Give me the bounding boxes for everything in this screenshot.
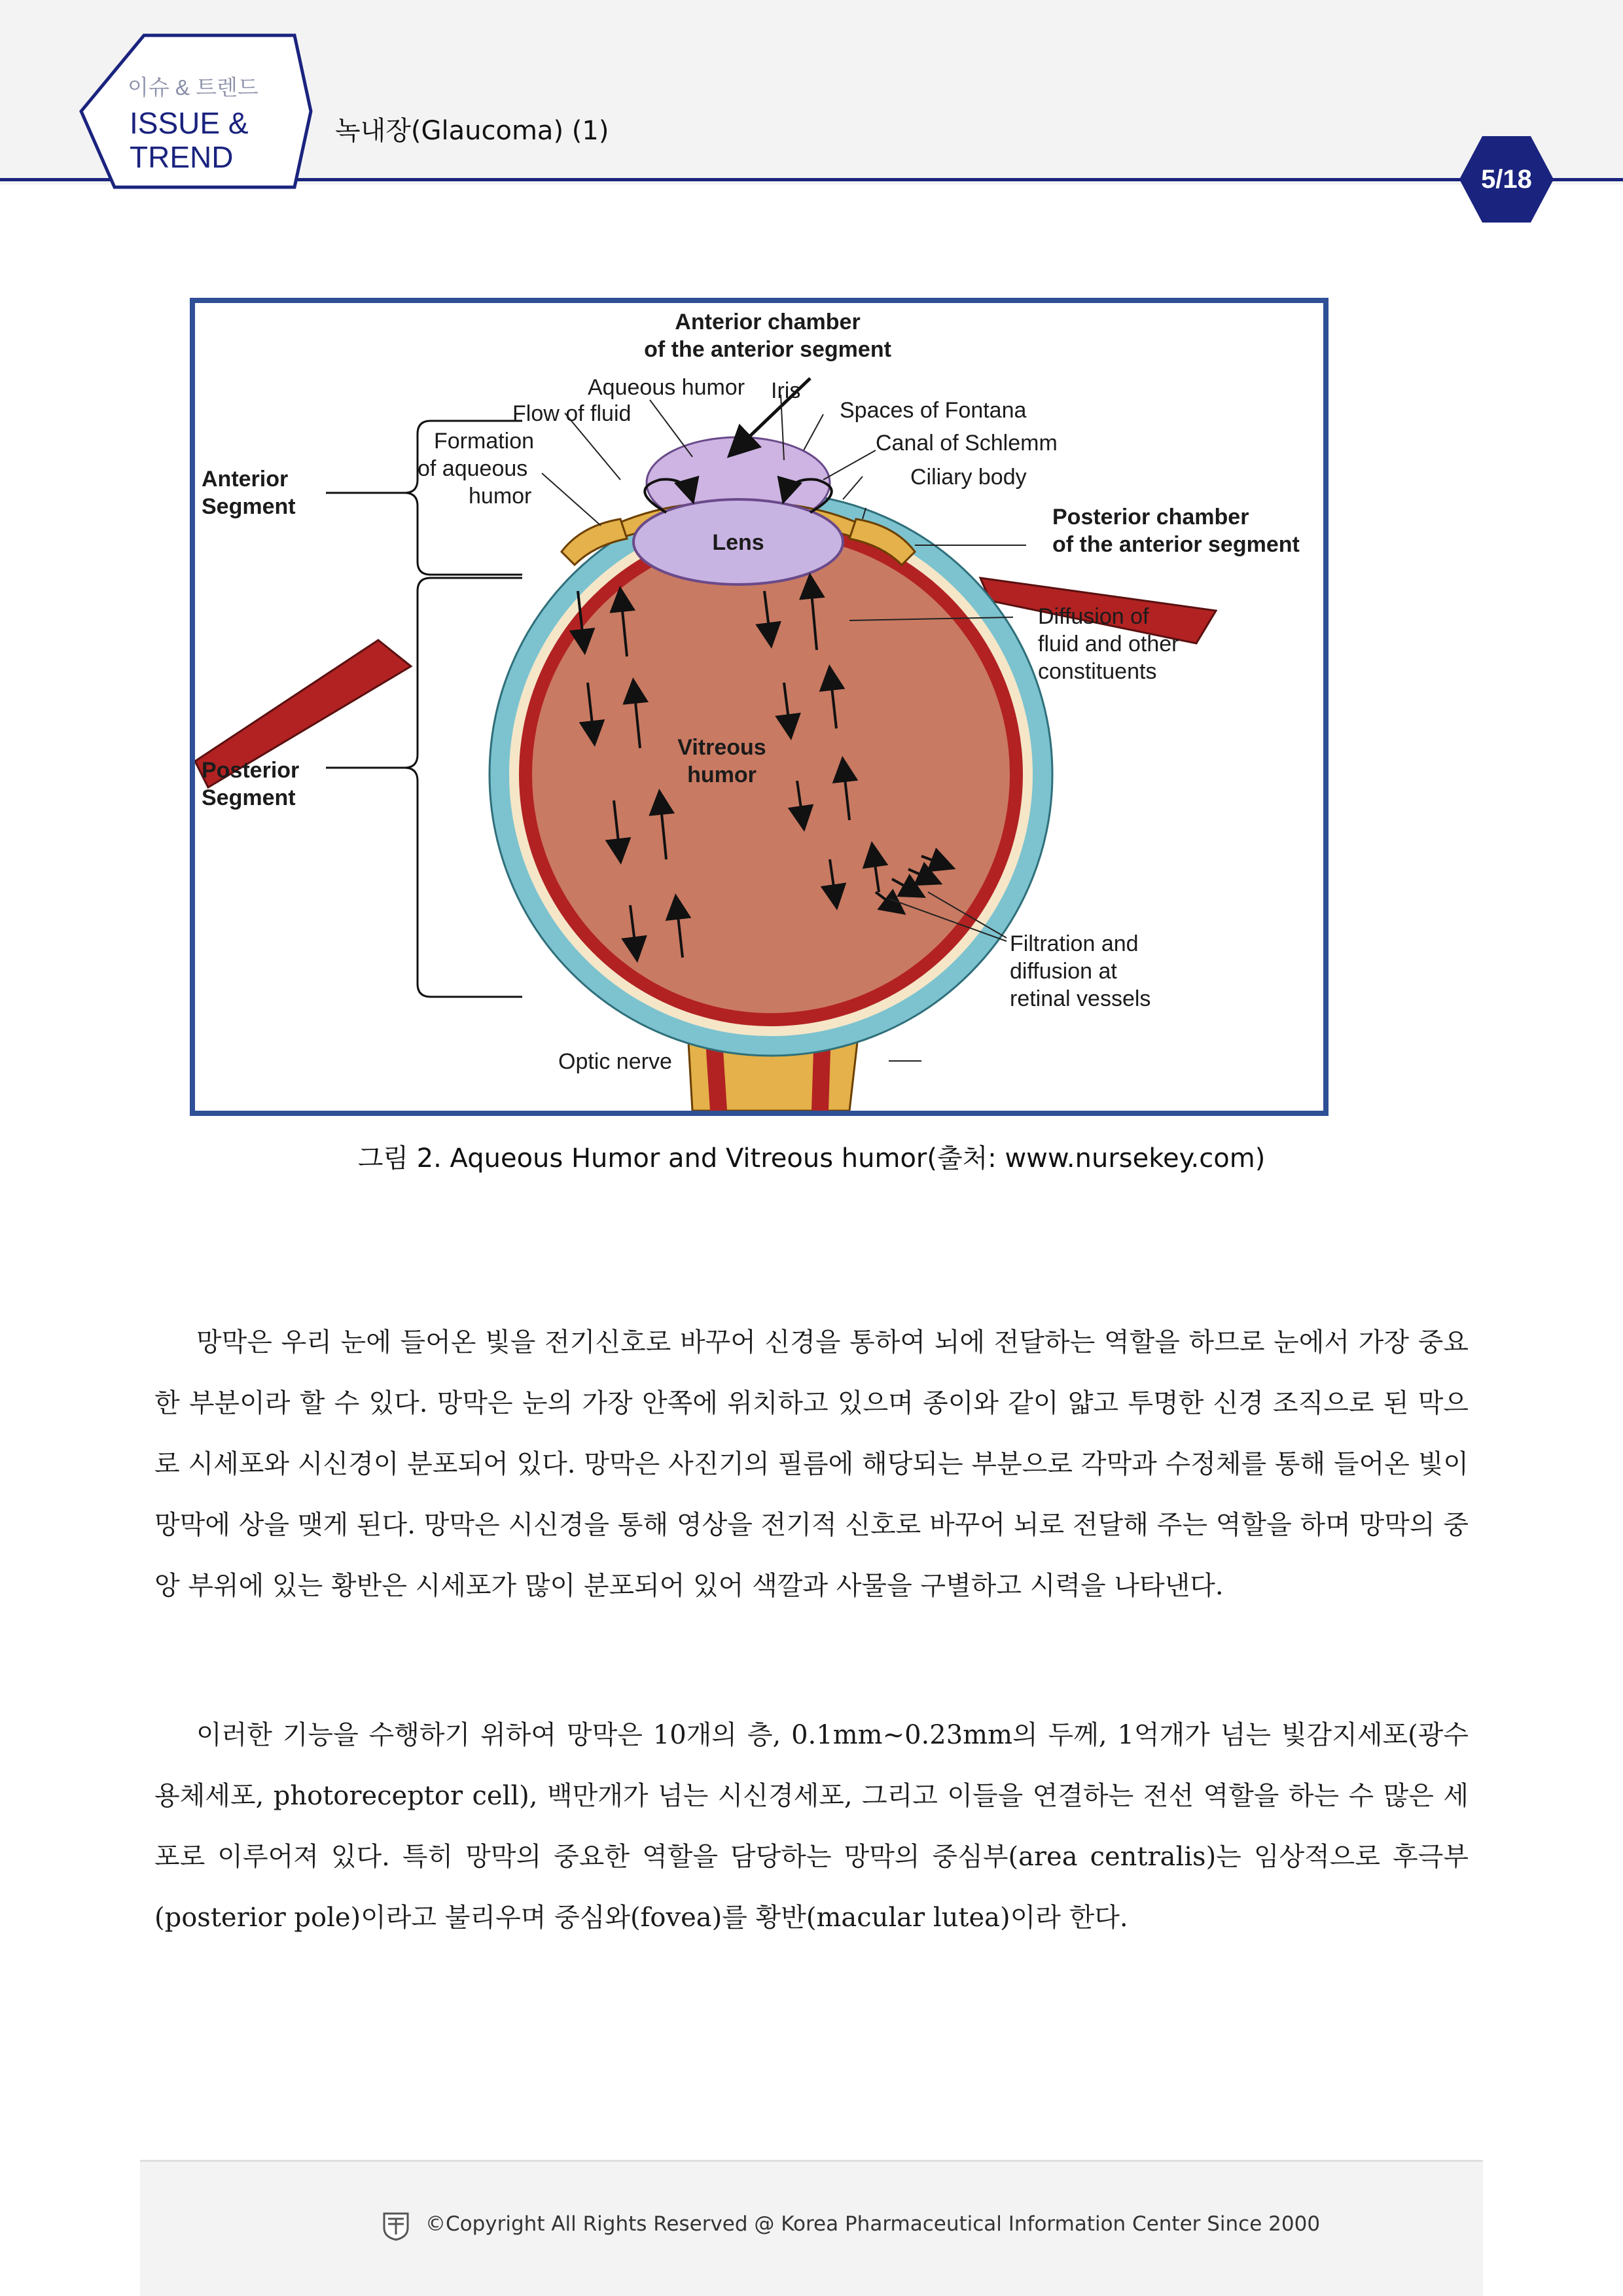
figure-caption: 그림 2. Aqueous Humor and Vitreous humor(출처: www.nursekey.com) bbox=[357, 1143, 1266, 1174]
label-diffusion-line2: fluid and other bbox=[1038, 632, 1179, 656]
label-optic-nerve: Optic nerve bbox=[558, 1049, 672, 1074]
label-spaces-of-fontana: Spaces of Fontana bbox=[840, 398, 1027, 423]
eye-diagram-figure bbox=[190, 298, 1329, 1116]
label-vitreous-line1: Vitreous bbox=[677, 735, 766, 760]
footer-rule bbox=[140, 2160, 1483, 2162]
page-number: 5/18 bbox=[1481, 165, 1532, 194]
badge-title bbox=[130, 106, 249, 174]
label-vitreous-line2: humor bbox=[687, 762, 757, 787]
label-posterior-chamber-line2: of the anterior segment bbox=[1052, 532, 1300, 557]
label-posterior-chamber-line1: Posterior chamber bbox=[1052, 505, 1249, 529]
paragraph-retina-function: 망막은 우리 눈에 들어온 빛을 전기신호로 바꾸어 신경을 통하여 뇌에 전달하는 역할을 하므로 눈에서 가장 중요한 부분이라 할 수 있다. 망막은 눈의 가장 안쪽에 위치하고 있으며 종이와 같이 얇고 투명한 신경 조직으로 된 막으로 시세포와 시신경이 분포되어 있다. 망막은 사진기의 필름에 해당되는 부분으로 각막과 수정체를 통해 들어온 빛이 망막에 상을 맺게 된다. 망막은 시신경을 통해 영상을 전기적 신호로 바꾸어 뇌로 전달해 주는 역할을 하며 망막의 중앙 부위에 있는 황반은 시세포가 많이 분포되어 있어 색깔과 사물을 구별하고 시력을 나타낸다. bbox=[154, 1327, 1469, 1601]
document-title: 녹내장(Glaucoma) (1) bbox=[335, 116, 609, 146]
eye-diagram bbox=[195, 303, 1323, 1111]
label-filtration-line3: retinal vessels bbox=[1010, 986, 1151, 1011]
label-posterior-segment-line1: Posterior bbox=[202, 758, 300, 783]
label-aqueous-humor: Aqueous humor bbox=[588, 375, 745, 400]
label-ciliary-body: Ciliary body bbox=[910, 465, 1027, 490]
label-diffusion-line1: Diffusion of bbox=[1038, 604, 1149, 629]
badge-title-line1: ISSUE & bbox=[130, 106, 249, 140]
label-filtration-line1: Filtration and bbox=[1010, 931, 1139, 956]
label-formation-line1: Formation bbox=[434, 429, 535, 454]
label-anterior-segment-line2: Segment bbox=[202, 494, 296, 519]
label-diffusion-line3: constituents bbox=[1038, 659, 1157, 684]
label-formation-line3: humor bbox=[469, 484, 532, 509]
label-lens: Lens bbox=[712, 530, 764, 555]
vitreous-chamber bbox=[532, 535, 1010, 1013]
label-anterior-chamber-line1: Anterior chamber bbox=[675, 310, 861, 334]
copyright-notice: ©Copyright All Rights Reserved @ Korea Pharmaceutical Information Center Since 2000 bbox=[425, 2212, 1321, 2236]
label-anterior-segment-line1: Anterior bbox=[202, 467, 289, 492]
label-canal-of-schlemm: Canal of Schlemm bbox=[876, 431, 1058, 456]
paragraph-retina-structure: 이러한 기능을 수행하기 위하여 망막은 10개의 층, 0.1mm~0.23mm의 두께, 1억개가 넘는 빛감지세포(광수용체세포, photoreceptor cell), 백만개가 넘는 시신경세포, 그리고 이들을 연결하는 전선 역할을 하는 수 많은 세포로 이루어져 있다. 특히 망막의 중요한 역할을 담당하는 망막의 중심부(area centralis)는 임상적으로 후극부(posterior pole)이라고 불리우며 중심와(fovea)를 황반(macular lutea)이라 한다. bbox=[154, 1720, 1469, 1933]
label-iris: Iris bbox=[771, 378, 801, 403]
badge-title-line2: TREND bbox=[130, 140, 234, 174]
label-flow-of-fluid: Flow of fluid bbox=[512, 401, 632, 426]
label-formation-line2: of aqueous bbox=[418, 456, 528, 481]
label-posterior-segment-line2: Segment bbox=[202, 785, 296, 810]
label-filtration-line2: diffusion at bbox=[1010, 959, 1117, 984]
kpic-shield-logo-icon bbox=[383, 2212, 409, 2241]
badge-label: 이슈 & 트렌드 bbox=[128, 75, 259, 99]
label-anterior-chamber-line2: of the anterior segment bbox=[644, 337, 891, 362]
